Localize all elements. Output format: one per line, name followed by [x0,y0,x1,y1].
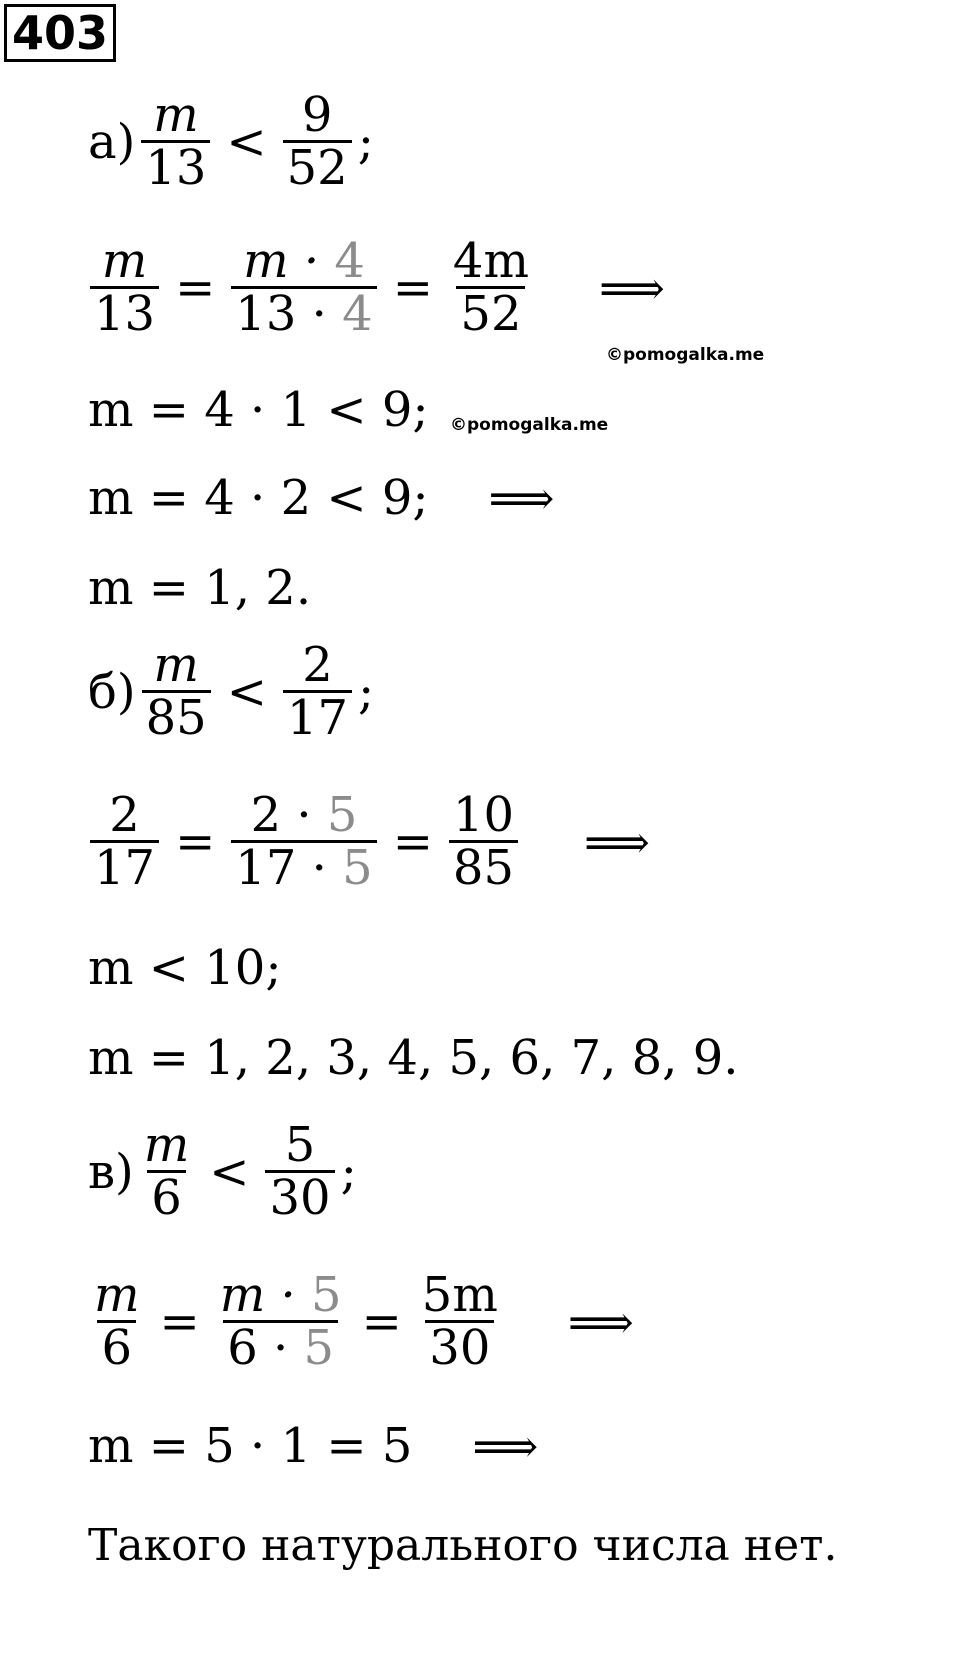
part-b-label: б) [88,663,136,720]
fraction: $\frac{10}{85}$ [449,790,518,894]
part-b-line2: m = 1, 2, 3, 4, 5, 6, 7, 8, 9. [88,1030,739,1086]
part-b-inequality: б) $\frac{m}{85}$ < $\frac{2}{17}$ ; [88,637,375,747]
implies-arrow: ⟹ [472,1419,539,1473]
part-c-equation: $\frac{m}{6}$ = $\frac{m \cdot 5}{6 \cdot 5}$ = $\frac{5m}{30}$ ⟹ [84,1270,634,1374]
fraction: $\frac{5m}{30}$ [421,1267,498,1377]
implies-arrow: ⟹ [488,471,555,525]
part-a-line3: m = 1, 2. [88,560,312,616]
fraction: $\frac{2 \cdot 5}{17 \cdot 5}$ [231,790,376,894]
part-c-label: в) [88,1143,134,1200]
watermark: ©pomogalka.me [450,415,609,435]
part-a-line1: m = 4 · 1 < 9; [88,382,429,438]
part-a-line2: m = 4 · 2 < 9; ⟹ [88,470,555,526]
fraction: $\frac{m}{13}$ [141,90,210,194]
fraction: $\frac{5}{30}$ [265,1120,334,1224]
fraction: $\frac{m \cdot 5}{6 \cdot 5}$ [219,1267,342,1377]
fraction: $\frac{2}{17}$ [283,640,352,744]
fraction: $\frac{m}{6}$ [143,1117,190,1227]
implies-arrow: ⟹ [567,1294,634,1349]
part-a-equation: $\frac{m}{13}$ = $\frac{m \cdot 4}{13 \cdot 4}$ = $\frac{4m}{52}$ ⟹ [84,236,665,340]
part-b-equation: $\frac{2}{17}$ = $\frac{2 \cdot 5}{17 \cdot 5}$ = $\frac{10}{85}$ ⟹ [84,790,650,894]
fraction: $\frac{2}{17}$ [90,790,159,894]
part-a-label: а) [88,113,136,170]
part-c-line1: m = 5 · 1 = 5 ⟹ [88,1418,539,1474]
fraction: $\frac{4m}{52}$ [452,233,529,343]
watermark: ©pomogalka.me [606,345,765,365]
final-answer: Такого натурального числа нет. [88,1520,838,1571]
implies-arrow: ⟹ [584,814,650,869]
implies-arrow: ⟹ [598,260,665,315]
fraction: $\frac{m}{13}$ [90,236,159,340]
problem-number: 403 [4,4,116,62]
part-b-line1: m < 10; [88,940,282,996]
part-a-inequality: а) $\frac{m}{13}$ < $\frac{9}{52}$ ; [88,87,374,197]
fraction: $\frac{m \cdot 4}{13 \cdot 4}$ [231,236,376,340]
fraction: $\frac{m}{6}$ [94,1267,140,1377]
part-c-inequality: в) $\frac{m}{6}$ < $\frac{5}{30}$ ; [88,1117,357,1227]
fraction: $\frac{m}{85}$ [142,640,211,744]
fraction: $\frac{9}{52}$ [283,90,352,194]
